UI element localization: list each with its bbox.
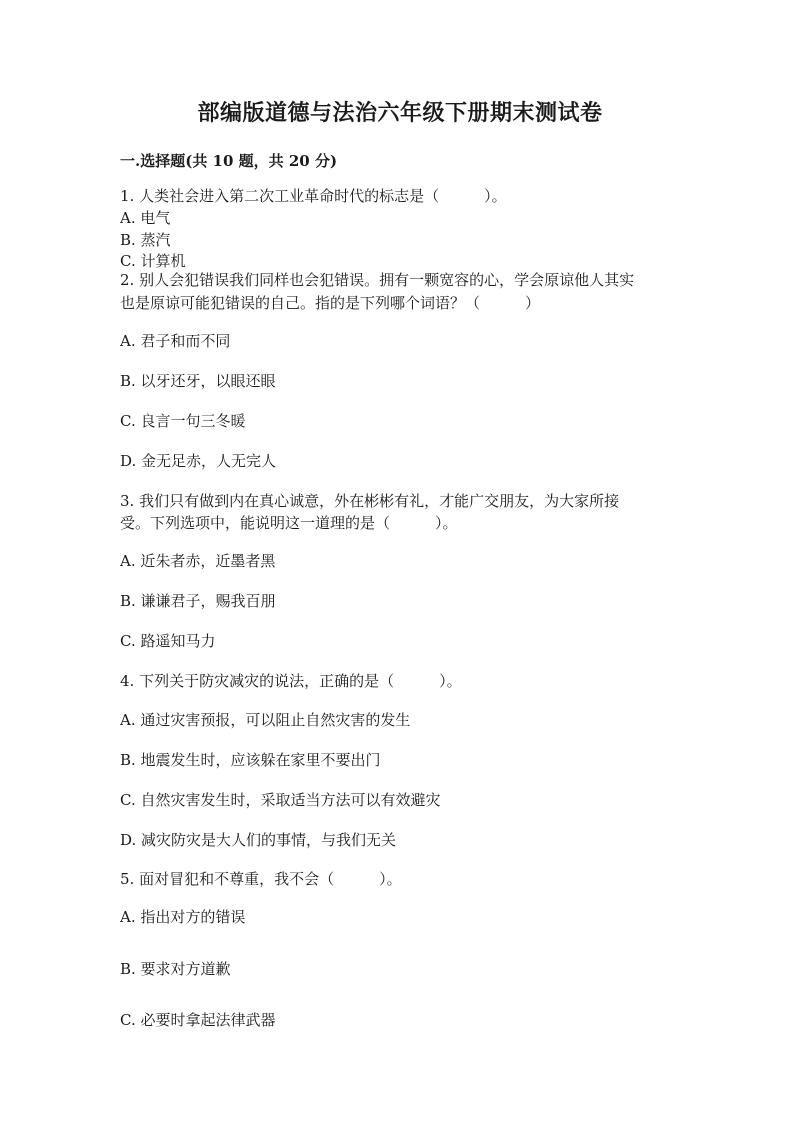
question-1-option-c: C. 计算机 [120, 252, 186, 270]
question-4-option-d: D. 减灾防灾是大人们的事情，与我们无关 [120, 831, 397, 849]
question-4-stem: 4. 下列关于防灾减灾的说法，正确的是（ ）。 [120, 672, 462, 690]
question-5-option-b: B. 要求对方道歉 [120, 960, 231, 978]
question-1-stem: 1. 人类社会进入第二次工业革命时代的标志是（ ）。 [120, 187, 507, 205]
question-3-option-c: C. 路遥知马力 [120, 632, 216, 650]
question-2-stem-line-2: 也是原谅可能犯错误的自己。指的是下列哪个词语？（ ） [120, 294, 541, 312]
question-5-stem: 5. 面对冒犯和不尊重，我不会（ ）。 [120, 870, 402, 888]
question-3-option-b: B. 谦谦君子，赐我百朋 [120, 592, 276, 610]
question-4-option-a: A. 通过灾害预报，可以阻止自然灾害的发生 [120, 711, 411, 729]
question-1-option-a: A. 电气 [120, 209, 171, 227]
question-2-option-d: D. 金无足赤，人无完人 [120, 452, 277, 470]
page-title: 部编版道德与法治六年级下册期末测试卷 [197, 100, 603, 126]
question-3-stem-line-2: 受。下列选项中，能说明这一道理的是（ ）。 [120, 514, 458, 532]
section-heading: 一.选择题(共 10 题，共 20 分) [120, 152, 338, 170]
question-2-stem-line-1: 2. 别人会犯错误我们同样也会犯错误。拥有一颗宽容的心，学会原谅他人其实 [120, 271, 635, 289]
question-5-option-c: C. 必要时拿起法律武器 [120, 1011, 276, 1029]
question-4-option-b: B. 地震发生时，应该躲在家里不要出门 [120, 751, 381, 769]
question-3-stem-line-1: 3. 我们只有做到内在真心诚意，外在彬彬有礼，才能广交朋友，为大家所接 [120, 492, 620, 510]
question-2-option-a: A. 君子和而不同 [120, 332, 231, 350]
question-1-option-b: B. 蒸汽 [120, 231, 171, 249]
question-2-option-b: B. 以牙还牙，以眼还眼 [120, 372, 276, 390]
question-3-option-a: A. 近朱者赤，近墨者黑 [120, 552, 276, 570]
question-4-option-c: C. 自然灾害发生时，采取适当方法可以有效避灾 [120, 791, 441, 809]
question-5-option-a: A. 指出对方的错误 [120, 908, 246, 926]
question-2-option-c: C. 良言一句三冬暖 [120, 412, 246, 430]
